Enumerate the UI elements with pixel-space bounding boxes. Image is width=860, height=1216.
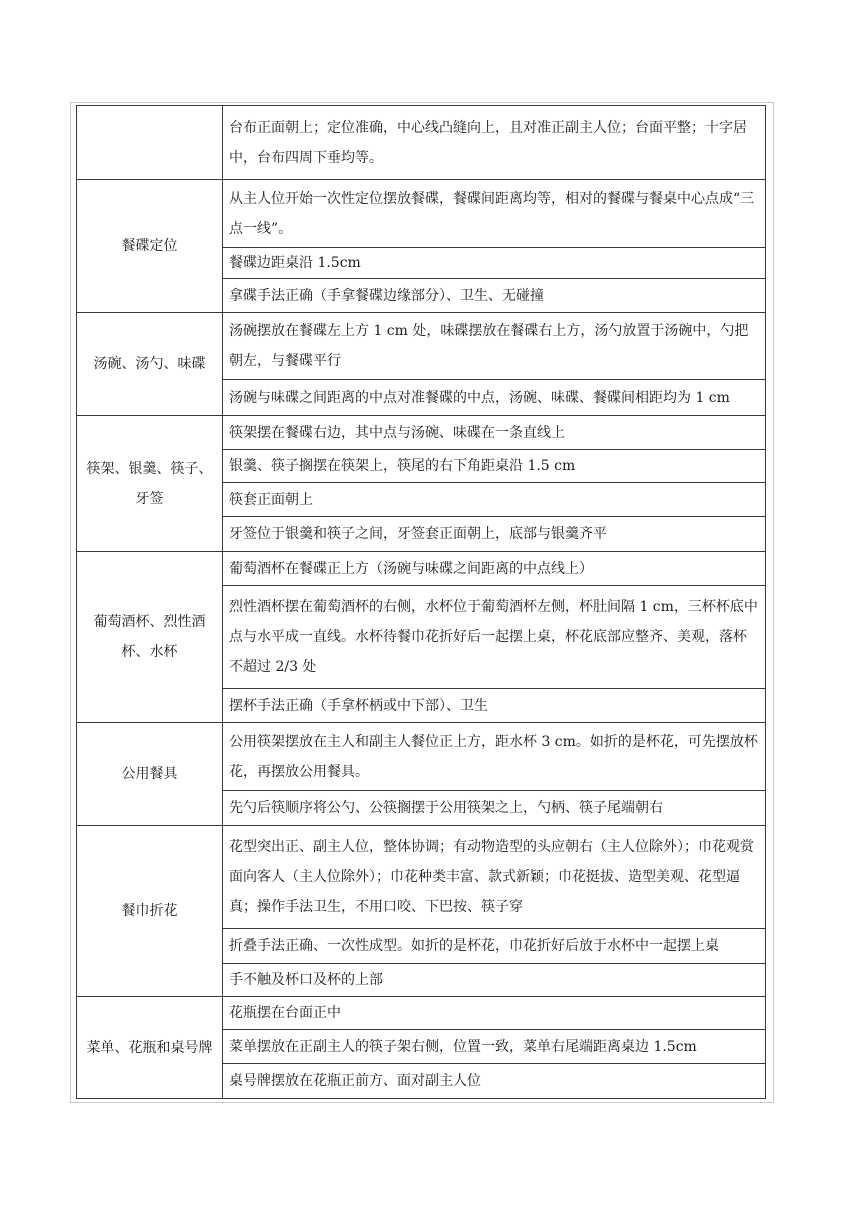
requirement-text: 折叠手法正确、一次性成型。如折的是杯花，巾花折好后放于水杯中一起摆上桌 [223, 929, 766, 964]
category-label: 葡萄酒杯、烈性酒杯、水杯 [77, 552, 223, 723]
table-row [77, 180, 766, 248]
requirement-text: 汤碗与味碟之间距离的中点对准餐碟的中点，汤碗、味碟、餐碟间相距均为 1 cm [223, 380, 766, 416]
requirement-text: 公用筷架摆放在主人和副主人餐位正上方，距水杯 3 cm。如折的是杯花，可先摆放杯花，再摆放公用餐具。 [223, 723, 766, 791]
category-label: 公用餐具 [77, 723, 223, 826]
table-row [77, 997, 766, 1030]
requirement-text: 桌号牌摆放在花瓶正前方、面对副主人位 [223, 1064, 766, 1099]
category-label [77, 106, 223, 180]
table-row [77, 106, 766, 180]
requirement-text: 摆杯手法正确（手拿杯柄或中下部）、卫生 [223, 689, 766, 723]
requirement-text: 银羹、筷子搁摆在筷架上，筷尾的右下角距桌沿 1.5 cm [223, 450, 766, 483]
requirement-text: 葡萄酒杯在餐碟正上方（汤碗与味碟之间距离的中点线上） [223, 552, 766, 586]
criteria-table [76, 105, 766, 1099]
requirement-text: 菜单摆放在正副主人的筷子架右侧，位置一致，菜单右尾端距离桌边 1.5cm [223, 1030, 766, 1064]
requirement-text: 筷架摆在餐碟右边，其中点与汤碗、味碟在一条直线上 [223, 416, 766, 450]
requirement-text: 花瓶摆在台面正中 [223, 997, 766, 1030]
requirement-text: 手不触及杯口及杯的上部 [223, 964, 766, 997]
category-label: 汤碗、汤勺、味碟 [77, 313, 223, 416]
table-row [77, 313, 766, 380]
table-row [77, 826, 766, 929]
table-row [77, 723, 766, 791]
requirement-text: 花型突出正、副主人位，整体协调；有动物造型的头应朝右（主人位除外）；巾花观赏面向客人（主人位除外）；巾花种类丰富、款式新颖；巾花挺拔、造型美观、花型逼真；操作手法卫生，不用口咬、下巴按、筷子穿 [223, 826, 766, 929]
table-row [77, 552, 766, 586]
category-label: 筷架、银羹、筷子、牙签 [77, 416, 223, 552]
requirement-text: 餐碟边距桌沿 1.5cm [223, 248, 766, 279]
table-row [77, 416, 766, 450]
requirement-text: 从主人位开始一次性定位摆放餐碟，餐碟间距离均等，相对的餐碟与餐桌中心点成“三点一线”。 [223, 180, 766, 248]
category-label: 菜单、花瓶和桌号牌 [77, 997, 223, 1099]
category-label: 餐巾折花 [77, 826, 223, 997]
requirement-text: 拿碟手法正确（手拿餐碟边缘部分）、卫生、无碰撞 [223, 279, 766, 313]
requirement-text: 牙签位于银羹和筷子之间，牙签套正面朝上，底部与银羹齐平 [223, 517, 766, 552]
requirement-text: 筷套正面朝上 [223, 483, 766, 517]
requirement-text: 烈性酒杯摆在葡萄酒杯的右侧，水杯位于葡萄酒杯左侧，杯肚间隔 1 cm，三杯杯底中点与水平成一直线。水杯待餐巾花折好后一起摆上桌，杯花底部应整齐、美观，落杯不超过 2/3 处 [223, 586, 766, 689]
requirement-text: 先勺后筷顺序将公勺、公筷搁摆于公用筷架之上，勺柄、筷子尾端朝右 [223, 791, 766, 826]
category-label: 餐碟定位 [77, 180, 223, 313]
requirement-text: 台布正面朝上；定位准确，中心线凸缝向上，且对准正副主人位；台面平整；十字居中，台布四周下垂均等。 [223, 106, 766, 180]
requirement-text: 汤碗摆放在餐碟左上方 1 cm 处，味碟摆放在餐碟右上方，汤勺放置于汤碗中，勺把朝左，与餐碟平行 [223, 313, 766, 380]
